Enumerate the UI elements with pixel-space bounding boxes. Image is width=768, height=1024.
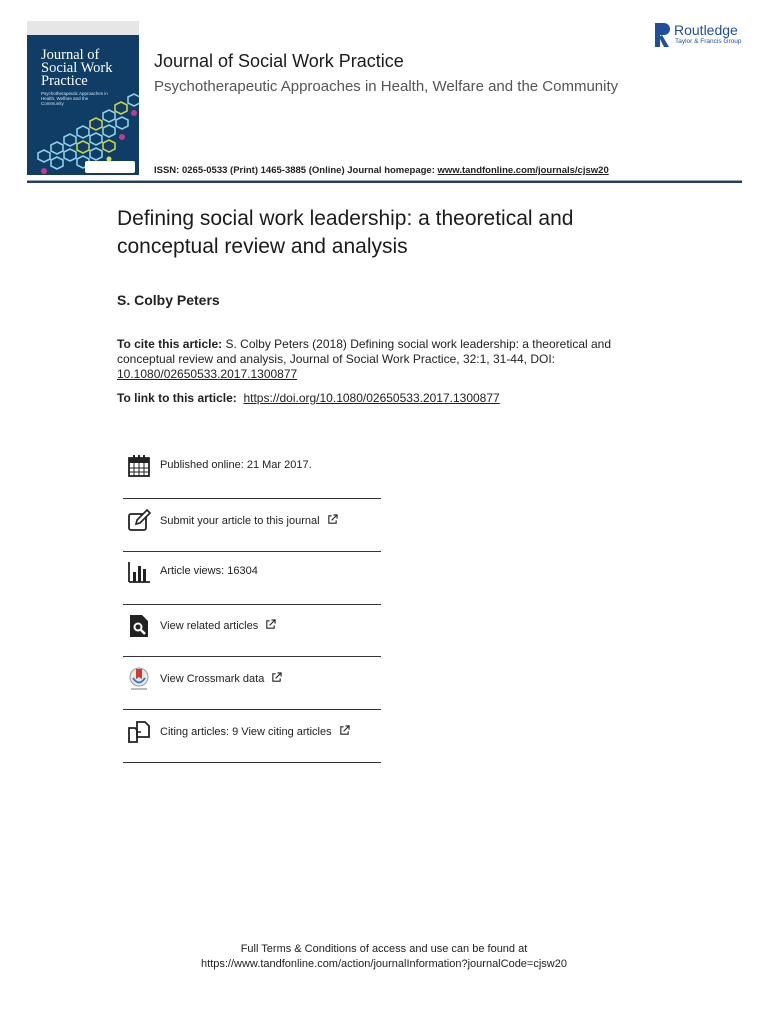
article-views-row bbox=[123, 556, 381, 592]
citation-block bbox=[117, 337, 617, 382]
list-divider bbox=[123, 604, 381, 605]
article-title: Defining social work leadership: a theoretical and conceptual review and analysis bbox=[117, 207, 574, 258]
article-author: S. Colby Peters bbox=[117, 292, 220, 308]
list-divider bbox=[123, 551, 381, 552]
list-divider bbox=[123, 709, 381, 710]
published-online-text: Published online: 21 Mar 2017. bbox=[160, 459, 312, 471]
header-divider-thick bbox=[27, 181, 742, 183]
submit-article-label: Submit your article to this journal bbox=[160, 515, 320, 527]
published-online-row bbox=[123, 450, 381, 486]
cite-text: S. Colby Peters (2018) Defining social work leadership: a theoretical and conceptual review and analysis, Journal of Social Work Practice, 32:1, 31-44, DOI: bbox=[117, 337, 612, 366]
cover-title: Journal of Social Work Practice bbox=[41, 47, 113, 89]
search-document-icon bbox=[127, 614, 151, 638]
issn-line bbox=[154, 165, 609, 176]
journal-title: Journal of Social Work Practice bbox=[154, 51, 404, 71]
cover-hexagon-pattern bbox=[27, 21, 139, 175]
footer-line-1: Full Terms & Conditions of access and use can be found at bbox=[240, 943, 528, 955]
list-divider bbox=[123, 762, 381, 763]
submit-article-link[interactable] bbox=[160, 514, 338, 527]
footer-terms-url[interactable]: https://www.tandfonline.com/action/journalInformation?journalCode=cjsw20 bbox=[201, 958, 567, 970]
list-divider bbox=[123, 656, 381, 657]
cite-label: To cite this article: bbox=[117, 337, 223, 351]
publisher-name: Routledge bbox=[674, 22, 738, 38]
journal-subtitle: Psychotherapeutic Approaches in Health, Welfare and the Community bbox=[154, 78, 619, 95]
journal-homepage-link[interactable]: www.tandfonline.com/journals/cjsw20 bbox=[437, 165, 609, 176]
routledge-mark-icon bbox=[654, 22, 670, 48]
list-divider bbox=[123, 498, 381, 499]
external-link-icon bbox=[339, 725, 350, 736]
edit-icon bbox=[127, 509, 151, 533]
publisher-tagline: Taylor & Francis Group bbox=[675, 38, 742, 45]
submit-article-row[interactable] bbox=[123, 505, 381, 541]
bar-chart-icon bbox=[127, 560, 151, 584]
related-articles-link[interactable] bbox=[160, 619, 276, 632]
crossmark-link[interactable] bbox=[160, 672, 282, 685]
related-articles-row[interactable] bbox=[123, 610, 381, 646]
external-link-icon bbox=[271, 672, 282, 683]
crossmark-icon bbox=[127, 667, 151, 691]
doi-link[interactable]: 10.1080/02650533.2017.1300877 bbox=[117, 367, 298, 381]
issn-label: ISSN: 0265-0533 (Print) 1465-3885 (Online) Journal homepage: bbox=[154, 165, 435, 176]
cover-publisher-logos bbox=[85, 161, 135, 173]
external-link-icon bbox=[265, 619, 276, 630]
footer-terms bbox=[0, 942, 768, 972]
citing-articles-row[interactable] bbox=[123, 716, 381, 752]
external-link-icon bbox=[327, 514, 338, 525]
citing-articles-icon bbox=[127, 720, 151, 744]
article-doi-url-link[interactable]: https://doi.org/10.1080/02650533.2017.1300877 bbox=[243, 391, 500, 405]
link-label: To link to this article: bbox=[117, 391, 237, 405]
calendar-icon bbox=[127, 454, 151, 478]
citing-articles-link[interactable] bbox=[160, 725, 350, 738]
cover-subtitle: Psychotherapeutic Approaches in Health, Welfare and the Community bbox=[41, 91, 108, 106]
citing-articles-label: Citing articles: 9 View citing articles bbox=[160, 726, 332, 738]
crossmark-row[interactable] bbox=[123, 663, 381, 699]
article-views-text: Article views: 16304 bbox=[160, 565, 258, 577]
related-articles-label: View related articles bbox=[160, 620, 259, 632]
article-link-line bbox=[117, 391, 500, 405]
crossmark-label: View Crossmark data bbox=[160, 673, 265, 685]
routledge-logo[interactable] bbox=[654, 22, 746, 50]
journal-cover-image bbox=[27, 21, 139, 175]
